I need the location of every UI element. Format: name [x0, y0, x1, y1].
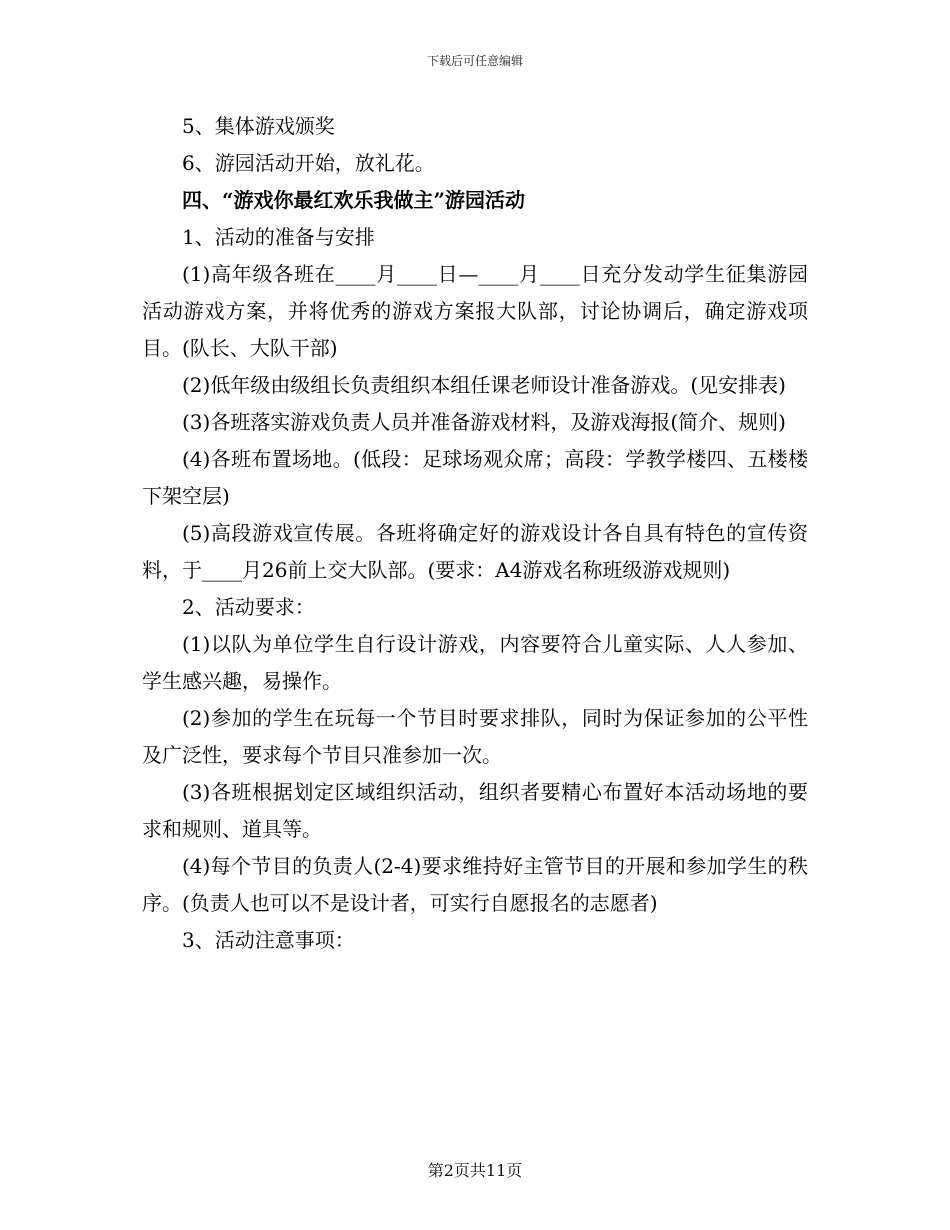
subheading-notes: 3、活动注意事项： — [182, 928, 355, 952]
list-item-awards: 5、集体游戏颁奖 — [182, 114, 335, 138]
subheading-requirements: 2、活动要求： — [182, 595, 315, 619]
paragraph-req-3: (3)各班根据划定区域组织活动，组织者要精心布置好本活动场地的要求和规则、道具等。 — [142, 780, 808, 841]
paragraph-prep-5: (5)高段游戏宣传展。各班将确定好的游戏设计各自具有特色的宣传资料，于____月26前上交大队部。(要求：A4游戏名称班级游戏规则) — [142, 521, 808, 582]
paragraph-prep-4: (4)各班布置场地。(低段：足球场观众席；高段：学教学楼四、五楼楼下架空层) — [142, 447, 808, 508]
page-header: 下载后可任意编辑 — [426, 54, 523, 68]
page-footer: 第2页共11页 — [427, 1161, 523, 1180]
paragraph-prep-2: (2)低年级由级组长负责组织本组任课老师设计准备游戏。(见安排表) — [182, 373, 786, 397]
list-item-fireworks: 6、游园活动开始，放礼花。 — [182, 151, 435, 175]
paragraph-req-1: (1)以队为单位学生自行设计游戏，内容要符合儿童实际、人人参加、学生感兴趣，易操作。 — [142, 632, 808, 693]
paragraph-prep-1: (1)高年级各班在____月____日—____月____日充分发动学生征集游园活动游戏方案，并将优秀的游戏方案报大队部，讨论协调后，确定游戏项目。(队长、大队干部) — [142, 262, 808, 360]
paragraph-prep-3: (3)各班落实游戏负责人员并准备游戏材料，及游戏海报(简介、规则) — [182, 410, 786, 434]
paragraph-req-2: (2)参加的学生在玩每一个节目时要求排队，同时为保证参加的公平性及广泛性，要求每个节目只准参加一次。 — [142, 706, 808, 767]
paragraph-req-4: (4)每个节目的负责人(2-4)要求维持好主管节目的开展和参加学生的秩序。(负责人也可以不是设计者，可实行自愿报名的志愿者) — [142, 854, 808, 915]
subheading-preparation: 1、活动的准备与安排 — [182, 225, 375, 249]
section-heading-four: 四、“游戏你最红欢乐我做主”游园活动 — [182, 188, 526, 212]
document-body — [142, 108, 808, 959]
